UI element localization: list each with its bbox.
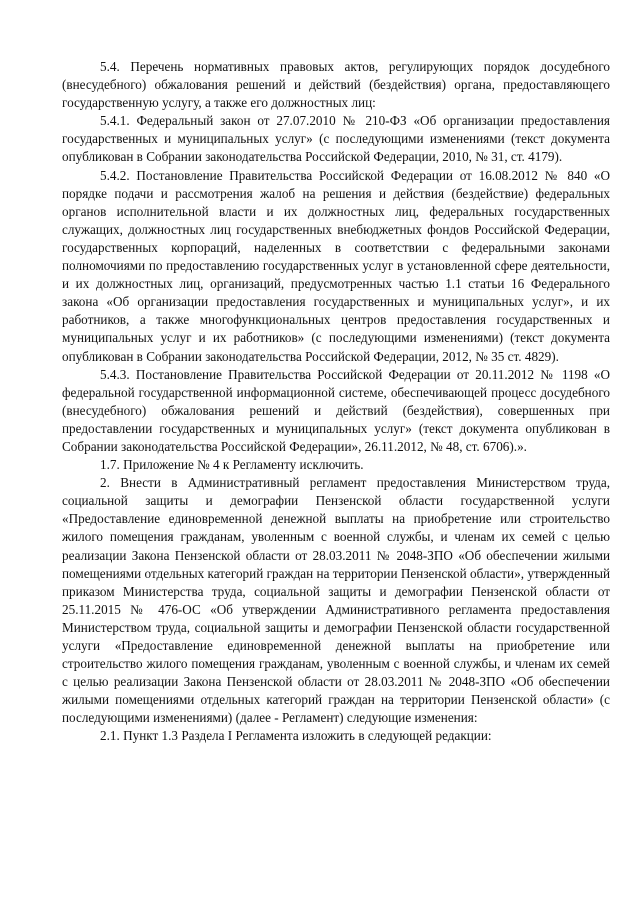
paragraph-5-4-3: 5.4.3. Постановление Правительства Российской Федерации от 20.11.2012 № 1198 «О федеральной государственной информационной системе, обеспечивающей процесс досудебного (внесудебного) обжалования решений и действий (бездействия), совершенных при предоставлении государственных и муниципальных услуг» (текст документа опубликован в Собрании законодательства Российской Федерации», 26.11.2012, № 48, ст. 6706).». [62, 366, 610, 454]
paragraph-1-7: 1.7. Приложение № 4 к Регламенту исключить. [100, 457, 364, 473]
paragraph-5-4: 5.4. Перечень нормативных правовых актов, регулирующих порядок досудебного (внесудебного) обжалования решений и действий (бездействия) органа, предоставляющего государственную услугу, а также его должностных лиц: [62, 59, 610, 111]
paragraph-5-4-1: 5.4.1. Федеральный закон от 27.07.2010 № 210-ФЗ «Об организации предоставления государственных и муниципальных услуг» (с последующими изменениями (текст документа опубликован в Собрании законодательства Российской Федерации, 2010, № 31, ст. 4179). [62, 113, 610, 165]
paragraph-2-1: 2.1. Пункт 1.3 Раздела I Регламента изложить в следующей редакции: [100, 728, 492, 744]
document-page [62, 58, 610, 746]
paragraph-5-4-2: 5.4.2. Постановление Правительства Российской Федерации от 16.08.2012 № 840 «О порядке подачи и рассмотрения жалоб на решения и действия (бездействие) федеральных органов исполнительной власти и их должностных лиц, федеральных государственных служащих, должностных лиц государственных внебюджетных фондов Российской Федерации, государственных корпораций, наделенных в соответствии с федеральными законами полномочиями по предоставлению государственных услуг в установленной сфере деятельности, и их должностных лиц, организаций, предусмотренных частью 1.1 статьи 16 Федерального закона «Об организации предоставления государственных и муниципальных услуг», и их работников, а также многофункциональных центров предоставления государственных и муниципальных услуг и их работников» (с последующими изменениями) (текст документа опубликован в Собрании законодательства Российской Федерации, 2012, № 35 ст. 4829). [62, 167, 610, 364]
paragraph-2: 2. Внести в Административный регламент предоставления Министерством труда, социальной защиты и демографии Пензенской области государственной услуги «Предоставление единовременной денежной выплаты на приобретение или строительство жилого помещения гражданам, уволенным с военной службы, и членам их семей с целью реализации Закона Пензенской области от 28.03.2011 № 2048-ЗПО «Об обеспечении жилыми помещениями отдельных категорий граждан на территории Пензенской области», утвержденный приказом Министерства труда, социальной защиты и демографии Пензенской области от 25.11.2015 № 476-ОС «Об утверждении Административного регламента предоставления Министерством труда, социальной защиты и демографии Пензенской области государственной услуги «Предоставление единовременной денежной выплаты на приобретение или строительство жилого помещения гражданам, уволенным с военной службы, и членам их семей с целью реализации Закона Пензенской области от 28.03.2011 № 2048-ЗПО «Об обеспечении жилыми помещениями отдельных категорий граждан на территории Пензенской области» (с последующими изменениями) (далее - Регламент) следующие изменения: [62, 475, 610, 726]
